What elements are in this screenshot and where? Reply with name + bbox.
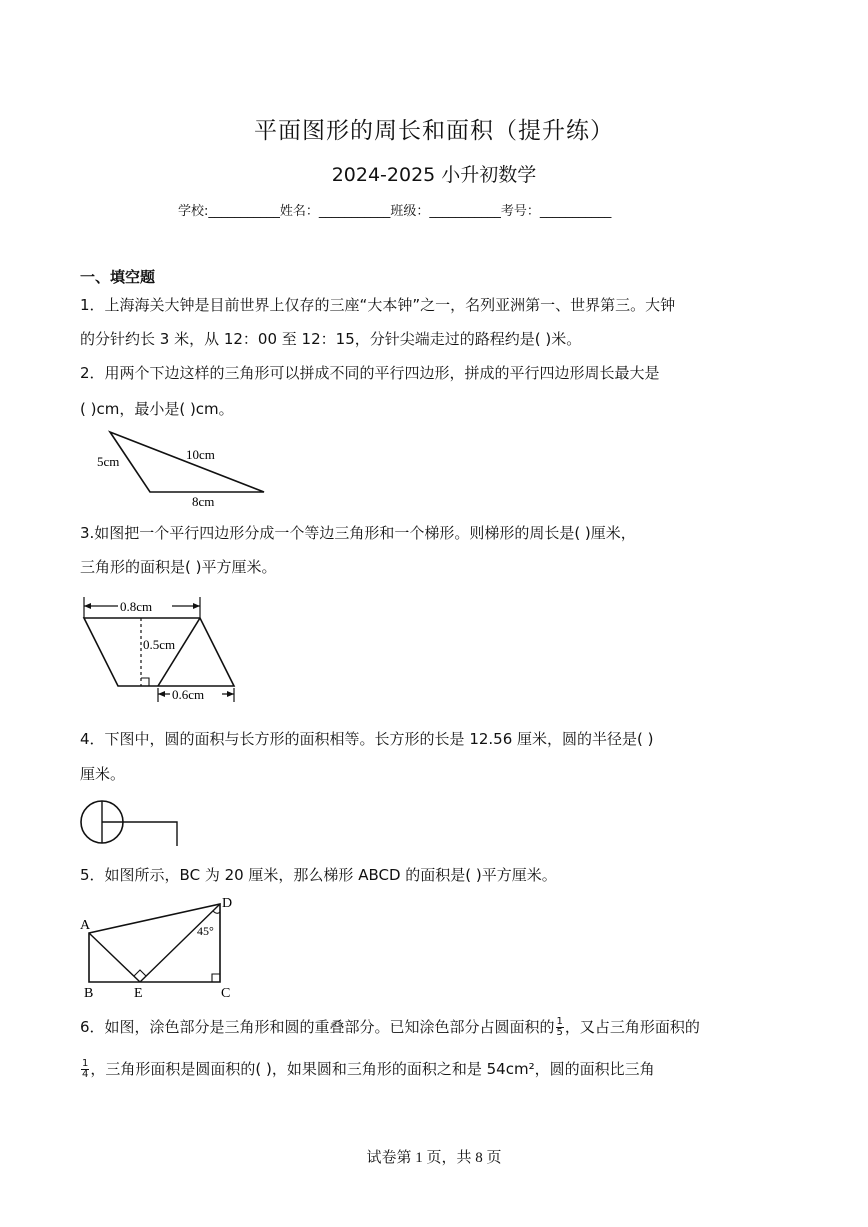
question-6-line-1 bbox=[80, 1016, 700, 1038]
fraction-2-numerator: 1 bbox=[82, 1058, 89, 1069]
parallelogram-shape bbox=[84, 618, 234, 686]
page-subtitle: 2024-2025 小升初数学 bbox=[331, 164, 537, 186]
fraction-2-denominator: 4 bbox=[82, 1069, 89, 1080]
fraction-one-fifth bbox=[556, 1017, 564, 1038]
segment-ae bbox=[89, 933, 140, 982]
fraction-1-numerator: 1 bbox=[556, 1016, 563, 1027]
triangle-side-c-label: 8cm bbox=[192, 494, 215, 509]
question-5-line-1: 5．如图所示，BC 为 20 厘米，那么梯形 ABCD 的面积是( )平方厘米。 bbox=[80, 866, 557, 884]
height-label: 0.5cm bbox=[143, 637, 176, 652]
page-title: 平面图形的周长和面积（提升练） bbox=[254, 118, 614, 144]
question-6-text-a: 6．如图，涂色部分是三角形和圆的重叠部分。已知涂色部分占圆面积的 bbox=[80, 1018, 555, 1036]
circle-rectangle-figure bbox=[76, 798, 186, 850]
question-4-line-2: 厘米。 bbox=[80, 765, 126, 783]
triangle-side-a-label: 5cm bbox=[97, 454, 120, 469]
question-3-line-1: 3.如图把一个平行四边形分成一个等边三角形和一个梯形。则梯形的周长是( )厘米， bbox=[80, 524, 636, 542]
triangle-figure bbox=[80, 425, 280, 510]
triangle-divider-line bbox=[158, 618, 200, 686]
student-info-line: 学校:___________姓名：___________班级：___________考号：___________ bbox=[178, 204, 612, 219]
point-d-label: D bbox=[222, 896, 233, 911]
point-e-label: E bbox=[134, 986, 143, 1001]
section-heading: 一、填空题 bbox=[80, 268, 156, 286]
rectangle-outline bbox=[102, 822, 177, 846]
right-angle-mark-e bbox=[134, 970, 146, 976]
angle-label: 45° bbox=[197, 924, 214, 938]
parallelogram-figure bbox=[76, 592, 246, 707]
question-6-text-c: ，三角形面积是圆面积的( )，如果圆和三角形的面积之和是 54cm²，圆的面积比三角 bbox=[90, 1060, 655, 1078]
question-2-line-2: ( )cm，最小是( )cm。 bbox=[80, 400, 234, 418]
point-a-label: A bbox=[80, 918, 91, 933]
trapezoid-figure bbox=[76, 893, 246, 1005]
segment-ed bbox=[140, 904, 220, 982]
question-1-line-1: 1．上海海关大钟是目前世界上仅存的三座“大本钟”之一，名列亚洲第一、世界第三。大钟 bbox=[80, 296, 676, 314]
trapezoid-shape bbox=[89, 904, 220, 982]
question-3-line-2: 三角形的面积是( )平方厘米。 bbox=[80, 558, 277, 576]
triangle-side-b-label: 10cm bbox=[186, 447, 215, 462]
point-b-label: B bbox=[84, 986, 94, 1001]
fraction-one-quarter bbox=[81, 1059, 89, 1080]
fraction-1-denominator: 5 bbox=[556, 1027, 563, 1038]
right-angle-mark-c bbox=[212, 974, 220, 982]
question-6-line-2 bbox=[80, 1058, 655, 1080]
question-1-line-2: 的分针约长 3 米，从 12：00 至 12：15，分针尖端走过的路程约是( )米。 bbox=[80, 330, 582, 348]
question-4-line-1: 4．下图中，圆的面积与长方形的面积相等。长方形的长是 12.56 厘米，圆的半径是( ) bbox=[80, 730, 654, 748]
question-2-line-1: 2．用两个下边这样的三角形可以拼成不同的平行四边形，拼成的平行四边形周长最大是 bbox=[80, 364, 660, 382]
right-angle-mark bbox=[141, 678, 149, 686]
page-footer: 试卷第 1 页，共 8 页 bbox=[366, 1150, 502, 1166]
bottom-length-label: 0.6cm bbox=[172, 687, 205, 702]
triangle-shape bbox=[110, 432, 264, 492]
question-6-text-b: ，又占三角形面积的 bbox=[564, 1018, 700, 1036]
point-c-label: C bbox=[221, 986, 231, 1001]
top-length-label: 0.8cm bbox=[120, 599, 153, 614]
